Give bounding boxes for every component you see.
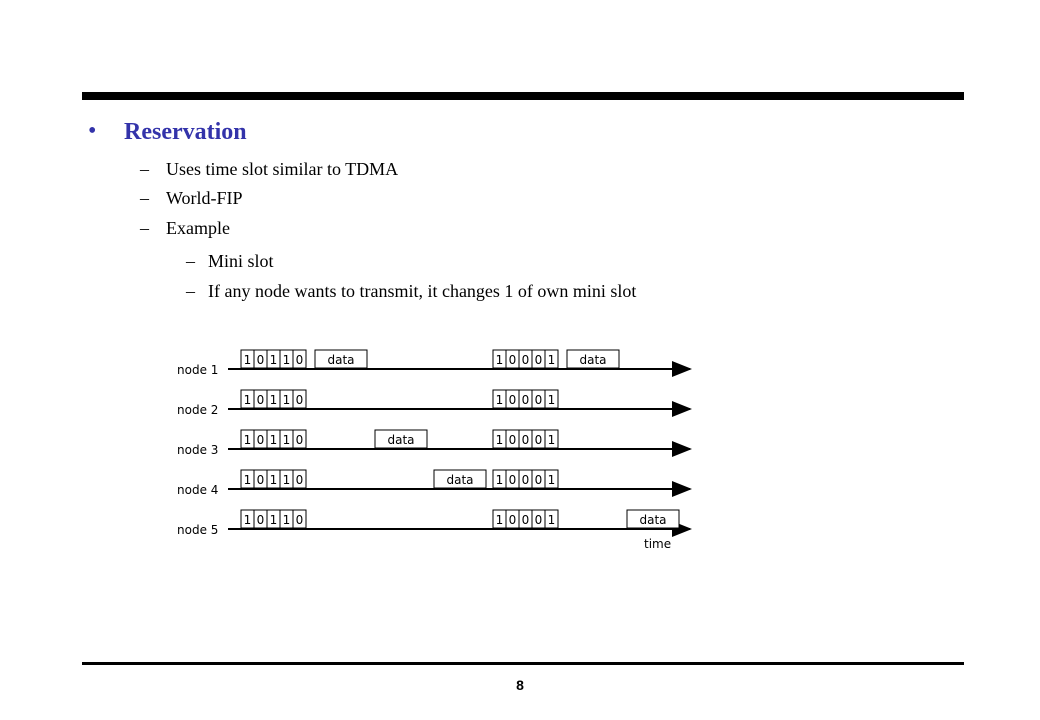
list-item-transmit-rule: If any node wants to transmit, it changes 1 of own mini slot	[208, 281, 637, 301]
slot-bit: 1	[243, 353, 252, 367]
bottom-rule	[82, 662, 964, 665]
mini-slot-frame-2-node-4	[493, 470, 558, 488]
mini-slot-frame-1-node-4	[241, 470, 306, 488]
dash-marker: –	[140, 188, 149, 208]
slot-bit: 1	[495, 353, 504, 367]
slot-bit: 0	[508, 513, 517, 527]
slot-bit: 1	[547, 473, 556, 487]
data-frame-label: data	[327, 353, 355, 367]
mini-slot-frame-1-node-3	[241, 430, 306, 448]
list-item-example: Example	[166, 218, 230, 238]
slot-bit: 1	[547, 433, 556, 447]
slot-bit: 0	[295, 433, 304, 447]
slot-bit: 1	[495, 473, 504, 487]
node-label: node 4	[177, 483, 219, 497]
node-label: node 5	[177, 523, 219, 537]
slot-bit: 1	[282, 473, 291, 487]
mini-slot-frame-1-node-5	[241, 510, 306, 528]
mini-slot-frame-2-node-3	[493, 430, 558, 448]
page-number: 8	[516, 677, 524, 693]
slot-bit: 0	[521, 393, 530, 407]
slot-bit: 0	[521, 353, 530, 367]
slot-bit: 1	[243, 513, 252, 527]
slot-bit: 0	[508, 353, 517, 367]
slot-bit: 1	[547, 353, 556, 367]
slot-bit: 0	[256, 513, 265, 527]
slot-bit: 0	[295, 513, 304, 527]
slide-heading: Reservation	[124, 119, 247, 145]
slot-bit: 0	[256, 473, 265, 487]
slot-bit: 1	[269, 393, 278, 407]
slot-bit: 0	[534, 433, 543, 447]
slot-bit: 0	[256, 393, 265, 407]
slot-bit: 1	[547, 393, 556, 407]
slot-bit: 0	[295, 473, 304, 487]
mini-slot-frame-2-node-1	[493, 350, 558, 368]
slot-bit: 0	[534, 393, 543, 407]
slot-bit: 1	[282, 513, 291, 527]
data-frame-label: data	[579, 353, 607, 367]
slot-bit: 0	[521, 433, 530, 447]
dash-marker: –	[186, 281, 195, 301]
slot-bit: 0	[534, 473, 543, 487]
slot-bit: 1	[282, 353, 291, 367]
dash-marker: –	[140, 159, 149, 179]
dash-marker: –	[186, 251, 195, 271]
data-frame-label: data	[387, 433, 415, 447]
slot-bit: 1	[269, 353, 278, 367]
slot-bit: 0	[508, 393, 517, 407]
slot-bit: 0	[521, 513, 530, 527]
slot-bit: 1	[269, 513, 278, 527]
slot-bit: 1	[495, 433, 504, 447]
slot-bit: 0	[256, 353, 265, 367]
mini-slot-frame-2-node-5	[493, 510, 558, 528]
dash-marker: –	[140, 218, 149, 238]
data-frame-node-5	[627, 510, 679, 528]
slot-bit: 1	[282, 433, 291, 447]
data-frame-node-4	[434, 470, 486, 488]
data-frame-node-1-second	[567, 350, 619, 368]
time-axis-label: time	[644, 537, 672, 551]
data-frame-label: data	[446, 473, 474, 487]
slot-bit: 0	[295, 393, 304, 407]
slot-bit: 0	[534, 353, 543, 367]
node-label: node 2	[177, 403, 219, 417]
slot-bit: 1	[547, 513, 556, 527]
list-item-mini-slot: Mini slot	[208, 251, 274, 271]
slot-bit: 0	[256, 433, 265, 447]
slot-bit: 1	[243, 393, 252, 407]
data-frame-node-1-first	[315, 350, 367, 368]
slot-bit: 0	[508, 433, 517, 447]
slot-bit: 0	[295, 353, 304, 367]
data-frame-node-3	[375, 430, 427, 448]
mini-slot-frame-1-node-2	[241, 390, 306, 408]
node-label: node 1	[177, 363, 219, 377]
data-frame-label: data	[639, 513, 667, 527]
slot-bit: 1	[495, 393, 504, 407]
node-label: node 3	[177, 443, 219, 457]
heading-bullet: •	[88, 118, 97, 144]
slot-bit: 0	[534, 513, 543, 527]
list-item-time-slot: Uses time slot similar to TDMA	[166, 159, 399, 179]
slot-bit: 1	[243, 473, 252, 487]
slot-bit: 0	[508, 473, 517, 487]
list-item-world-fip: World-FIP	[166, 188, 243, 208]
slot-bit: 1	[495, 513, 504, 527]
slot-bit: 1	[243, 433, 252, 447]
slot-bit: 1	[269, 473, 278, 487]
slot-bit: 1	[269, 433, 278, 447]
slot-bit: 0	[521, 473, 530, 487]
slot-bit: 1	[282, 393, 291, 407]
mini-slot-frame-2-node-2	[493, 390, 558, 408]
mini-slot-frame-1-node-1	[241, 350, 306, 368]
